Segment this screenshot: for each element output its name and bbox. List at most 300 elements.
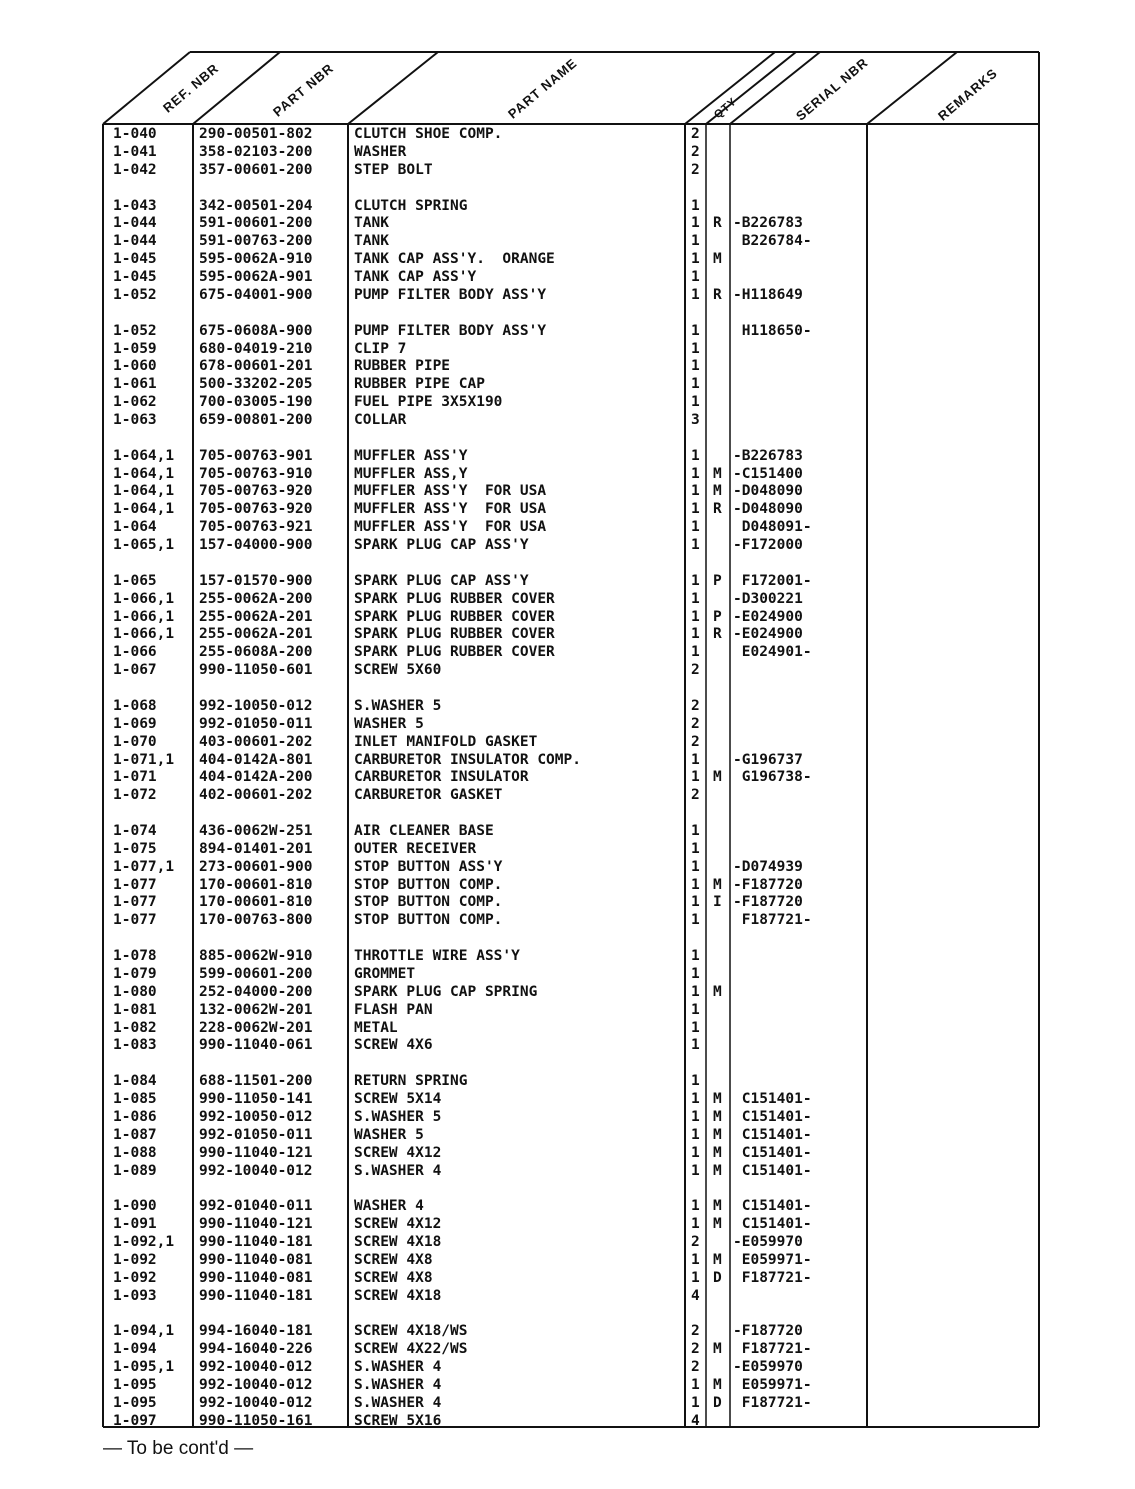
- serial-cell: -D074939: [733, 858, 803, 875]
- part-number-cell: 680-04019-210: [199, 340, 313, 357]
- ref-cell: 1-064: [113, 519, 157, 536]
- part-name-cell: SPARK PLUG RUBBER COVER: [354, 626, 555, 643]
- ref-cell: 1-072: [113, 787, 157, 804]
- code-cell: I: [713, 894, 722, 911]
- part-number-cell: 675-0608A-900: [199, 322, 313, 339]
- part-number-cell: 994-16040-181: [199, 1323, 313, 1340]
- code-cell: M: [713, 769, 722, 786]
- ref-cell: 1-052: [113, 286, 157, 303]
- qty-cell: 2: [691, 1341, 700, 1358]
- qty-cell: 1: [691, 447, 700, 464]
- part-name-cell: MUFFLER ASS'Y: [354, 447, 468, 464]
- ref-cell: 1-092: [113, 1251, 157, 1268]
- part-number-cell: 591-00763-200: [199, 233, 313, 250]
- code-cell: M: [713, 1144, 722, 1161]
- part-name-cell: FLASH PAN: [354, 1001, 433, 1018]
- part-number-cell: 705-00763-910: [199, 465, 313, 482]
- part-name-cell: WASHER: [354, 143, 407, 160]
- ref-cell: 1-071: [113, 769, 157, 786]
- qty-cell: 4: [691, 1287, 700, 1304]
- qty-cell: 1: [691, 1001, 700, 1018]
- qty-cell: 1: [691, 912, 700, 929]
- part-name-cell: COLLAR: [354, 411, 407, 428]
- serial-cell: -D048090: [733, 483, 803, 500]
- part-name-cell: SCREW 4X18: [354, 1234, 442, 1251]
- ref-cell: 1-094,1: [113, 1323, 175, 1340]
- ref-cell: 1-061: [113, 376, 157, 393]
- qty-cell: 1: [691, 1019, 700, 1036]
- serial-cell: F187721-: [733, 912, 812, 929]
- part-name-cell: SPARK PLUG CAP ASS'Y: [354, 572, 529, 589]
- part-name-cell: CLIP 7: [354, 340, 407, 357]
- ref-cell: 1-085: [113, 1091, 157, 1108]
- part-number-cell: 992-01040-011: [199, 1198, 313, 1215]
- code-cell: M: [713, 1126, 722, 1143]
- header-part-nbr: PART NBR: [270, 60, 337, 120]
- header-remarks: REMARKS: [935, 65, 1001, 124]
- part-number-cell: 700-03005-190: [199, 394, 313, 411]
- qty-cell: 1: [691, 644, 700, 661]
- part-number-cell: 992-10050-012: [199, 697, 313, 714]
- ref-cell: 1-092,1: [113, 1234, 175, 1251]
- part-number-cell: 290-00501-802: [199, 126, 313, 142]
- serial-cell: E059971-: [733, 1377, 812, 1393]
- serial-cell: -F187720: [733, 1323, 803, 1340]
- qty-cell: 1: [691, 769, 700, 786]
- part-number-cell: 705-00763-921: [199, 519, 313, 536]
- header-qty: QTY: [712, 95, 740, 122]
- serial-cell: -E059970: [733, 1359, 803, 1376]
- ref-cell: 1-045: [113, 268, 157, 285]
- code-cell: M: [713, 1251, 722, 1268]
- part-name-cell: RUBBER PIPE CAP: [354, 376, 485, 393]
- qty-cell: 2: [691, 161, 700, 178]
- part-name-cell: SPARK PLUG RUBBER COVER: [354, 608, 555, 625]
- qty-cell: 1: [691, 1126, 700, 1143]
- ref-cell: 1-083: [113, 1037, 157, 1054]
- part-number-cell: 990-11040-081: [199, 1251, 313, 1268]
- part-number-cell: 990-11040-121: [199, 1216, 313, 1233]
- qty-cell: 1: [691, 1269, 700, 1286]
- part-name-cell: CARBURETOR GASKET: [354, 787, 503, 804]
- serial-cell: -B226783: [733, 447, 803, 464]
- ref-cell: 1-044: [113, 215, 157, 232]
- serial-cell: -D300221: [733, 590, 803, 607]
- serial-cell: C151401-: [733, 1091, 812, 1108]
- ref-cell: 1-045: [113, 251, 157, 268]
- part-number-cell: 659-00801-200: [199, 411, 313, 428]
- ref-cell: 1-077: [113, 876, 157, 893]
- serial-cell: F172001-: [733, 572, 812, 589]
- part-name-cell: S.WASHER 4: [354, 1394, 442, 1411]
- part-name-cell: FUEL PIPE 3X5X190: [354, 394, 503, 411]
- ref-cell: 1-067: [113, 662, 157, 679]
- code-cell: R: [713, 626, 722, 643]
- code-cell: D: [713, 1394, 722, 1411]
- ref-cell: 1-077: [113, 912, 157, 929]
- qty-cell: 1: [691, 840, 700, 857]
- part-number-cell: 990-11040-081: [199, 1269, 313, 1286]
- qty-cell: 1: [691, 876, 700, 893]
- code-cell: R: [713, 215, 722, 232]
- continued-note: — To be cont'd —: [103, 1438, 254, 1459]
- ref-cell: 1-081: [113, 1001, 157, 1018]
- code-cell: M: [713, 1198, 722, 1215]
- part-name-cell: TANK: [354, 215, 389, 232]
- part-number-cell: 705-00763-920: [199, 483, 313, 500]
- part-number-cell: 990-11050-141: [199, 1091, 313, 1108]
- part-number-cell: 255-0608A-200: [199, 644, 313, 661]
- part-name-cell: CLUTCH SPRING: [354, 197, 468, 214]
- part-number-cell: 402-00601-202: [199, 787, 313, 804]
- qty-cell: 1: [691, 519, 700, 536]
- part-name-cell: MUFFLER ASS'Y FOR USA: [354, 519, 547, 536]
- serial-cell: -D048090: [733, 501, 803, 518]
- header-part-name: PART NAME: [505, 55, 580, 122]
- qty-cell: 1: [691, 465, 700, 482]
- part-number-cell: 992-10040-012: [199, 1377, 313, 1393]
- ref-cell: 1-064,1: [113, 501, 175, 518]
- part-name-cell: AIR CLEANER BASE: [354, 823, 494, 840]
- part-number-cell: 994-16040-226: [199, 1341, 313, 1358]
- part-number-cell: 705-00763-920: [199, 501, 313, 518]
- part-name-cell: PUMP FILTER BODY ASS'Y: [354, 322, 547, 339]
- part-number-cell: 688-11501-200: [199, 1073, 313, 1090]
- qty-cell: 1: [691, 197, 700, 214]
- part-name-cell: SPARK PLUG CAP ASS'Y: [354, 537, 529, 553]
- ref-cell: 1-097: [113, 1412, 157, 1429]
- qty-cell: 4: [691, 1412, 700, 1429]
- part-number-cell: 599-00601-200: [199, 966, 313, 982]
- part-name-cell: SPARK PLUG RUBBER COVER: [354, 590, 555, 607]
- ref-cell: 1-064,1: [113, 483, 175, 500]
- qty-cell: 2: [691, 1323, 700, 1340]
- ref-cell: 1-063: [113, 411, 157, 428]
- part-number-cell: 675-04001-900: [199, 286, 313, 303]
- part-number-cell: 170-00601-810: [199, 894, 313, 911]
- part-name-cell: MUFFLER ASS'Y FOR USA: [354, 501, 547, 518]
- serial-cell: -F187720: [733, 876, 803, 893]
- ref-cell: 1-066,1: [113, 608, 175, 625]
- code-cell: M: [713, 1162, 722, 1179]
- ref-cell: 1-095: [113, 1394, 157, 1411]
- serial-cell: C151401-: [733, 1162, 812, 1179]
- ref-cell: 1-042: [113, 161, 157, 178]
- part-number-cell: 678-00601-201: [199, 358, 313, 375]
- code-cell: D: [713, 1269, 722, 1286]
- ref-cell: 1-069: [113, 715, 157, 732]
- part-name-cell: SCREW 4X8: [354, 1269, 433, 1286]
- part-number-cell: 404-0142A-801: [199, 751, 313, 768]
- ref-cell: 1-095: [113, 1377, 157, 1393]
- qty-cell: 1: [691, 358, 700, 375]
- serial-cell: F187721-: [733, 1269, 812, 1286]
- part-number-cell: 990-11040-181: [199, 1234, 313, 1251]
- part-name-cell: WASHER 4: [354, 1198, 424, 1215]
- serial-cell: E024901-: [733, 644, 812, 661]
- qty-cell: 1: [691, 501, 700, 518]
- part-number-cell: 252-04000-200: [199, 983, 313, 1000]
- part-name-cell: SCREW 4X18: [354, 1287, 442, 1304]
- code-cell: M: [713, 1108, 722, 1125]
- qty-cell: 2: [691, 662, 700, 679]
- part-name-cell: TANK CAP ASS'Y: [354, 268, 477, 285]
- code-cell: M: [713, 483, 722, 500]
- code-cell: M: [713, 1091, 722, 1108]
- ref-cell: 1-071,1: [113, 751, 175, 768]
- ref-cell: 1-040: [113, 126, 157, 142]
- serial-cell: E059971-: [733, 1251, 812, 1268]
- part-name-cell: S.WASHER 4: [354, 1377, 442, 1393]
- qty-cell: 2: [691, 1359, 700, 1376]
- qty-cell: 1: [691, 966, 700, 982]
- qty-cell: 1: [691, 286, 700, 303]
- part-number-cell: 170-00601-810: [199, 876, 313, 893]
- ref-cell: 1-082: [113, 1019, 157, 1036]
- ref-cell: 1-077: [113, 894, 157, 911]
- ref-cell: 1-077,1: [113, 858, 175, 875]
- qty-cell: 3: [691, 411, 700, 428]
- qty-cell: 1: [691, 608, 700, 625]
- ref-cell: 1-041: [113, 143, 157, 160]
- ref-cell: 1-093: [113, 1287, 157, 1304]
- ref-cell: 1-088: [113, 1144, 157, 1161]
- qty-cell: 1: [691, 376, 700, 393]
- ref-cell: 1-068: [113, 697, 157, 714]
- code-cell: M: [713, 983, 722, 1000]
- part-number-cell: 255-0062A-201: [199, 626, 313, 643]
- part-number-cell: 992-10040-012: [199, 1359, 313, 1376]
- ref-cell: 1-090: [113, 1198, 157, 1215]
- serial-cell: G196738-: [733, 769, 812, 786]
- qty-cell: 2: [691, 143, 700, 160]
- part-number-cell: 255-0062A-200: [199, 590, 313, 607]
- ref-cell: 1-065: [113, 572, 157, 589]
- part-name-cell: SCREW 5X16: [354, 1412, 442, 1429]
- ref-cell: 1-062: [113, 394, 157, 411]
- part-number-cell: 992-10040-012: [199, 1162, 313, 1179]
- part-name-cell: STOP BUTTON ASS'Y: [354, 858, 503, 875]
- header-ref-nbr: REF. NBR: [160, 60, 222, 116]
- part-name-cell: RETURN SPRING: [354, 1073, 468, 1090]
- qty-cell: 1: [691, 1144, 700, 1161]
- part-name-cell: INLET MANIFOLD GASKET: [354, 733, 538, 750]
- serial-cell: -F187720: [733, 894, 803, 911]
- qty-cell: 1: [691, 394, 700, 411]
- serial-cell: C151401-: [733, 1108, 812, 1125]
- code-cell: M: [713, 1216, 722, 1233]
- qty-cell: 1: [691, 1073, 700, 1090]
- ref-cell: 1-080: [113, 983, 157, 1000]
- qty-cell: 1: [691, 1394, 700, 1411]
- part-number-cell: 403-00601-202: [199, 733, 313, 750]
- serial-cell: -C151400: [733, 465, 803, 482]
- qty-cell: 1: [691, 1216, 700, 1233]
- ref-cell: 1-052: [113, 322, 157, 339]
- part-name-cell: S.WASHER 5: [354, 1108, 442, 1125]
- part-name-cell: SCREW 5X14: [354, 1091, 442, 1108]
- qty-cell: 1: [691, 1377, 700, 1393]
- qty-cell: 1: [691, 983, 700, 1000]
- part-number-cell: 358-02103-200: [199, 143, 313, 160]
- part-name-cell: CARBURETOR INSULATOR COMP.: [354, 751, 581, 768]
- serial-cell: -G196737: [733, 751, 803, 768]
- part-name-cell: SCREW 4X12: [354, 1144, 442, 1161]
- ref-cell: 1-075: [113, 840, 157, 857]
- ref-cell: 1-066: [113, 644, 157, 661]
- ref-cell: 1-066,1: [113, 626, 175, 643]
- ref-cell: 1-084: [113, 1073, 157, 1090]
- part-name-cell: TANK: [354, 233, 389, 250]
- part-name-cell: SCREW 4X18/WS: [354, 1323, 468, 1340]
- qty-cell: 1: [691, 858, 700, 875]
- qty-cell: 2: [691, 126, 700, 142]
- qty-cell: 1: [691, 948, 700, 965]
- serial-cell: F187721-: [733, 1394, 812, 1411]
- code-cell: M: [713, 876, 722, 893]
- part-number-cell: 273-00601-900: [199, 858, 313, 875]
- ref-cell: 1-064,1: [113, 465, 175, 482]
- part-number-cell: 342-00501-204: [199, 197, 313, 214]
- serial-cell: F187721-: [733, 1341, 812, 1358]
- qty-cell: 1: [691, 823, 700, 840]
- qty-cell: 2: [691, 715, 700, 732]
- serial-cell: -E024900: [733, 626, 803, 643]
- ref-cell: 1-078: [113, 948, 157, 965]
- part-number-cell: 885-0062W-910: [199, 948, 313, 965]
- part-number-cell: 992-10040-012: [199, 1394, 313, 1411]
- part-number-cell: 228-0062W-201: [199, 1019, 313, 1036]
- part-number-cell: 992-01050-011: [199, 1126, 313, 1143]
- qty-cell: 1: [691, 590, 700, 607]
- part-number-cell: 436-0062W-251: [199, 823, 313, 840]
- part-name-cell: OUTER RECEIVER: [354, 840, 477, 857]
- header-serial-nbr: SERIAL NBR: [793, 54, 871, 124]
- part-number-cell: 990-11040-181: [199, 1287, 313, 1304]
- qty-cell: 1: [691, 251, 700, 268]
- part-number-cell: 591-00601-200: [199, 215, 313, 232]
- part-number-cell: 992-01050-011: [199, 715, 313, 732]
- serial-cell: -E059970: [733, 1234, 803, 1251]
- ref-cell: 1-070: [113, 733, 157, 750]
- code-cell: P: [713, 572, 722, 589]
- ref-cell: 1-094: [113, 1341, 157, 1358]
- part-number-cell: 705-00763-901: [199, 447, 313, 464]
- part-name-cell: TANK CAP ASS'Y. ORANGE: [354, 251, 555, 268]
- part-name-cell: SPARK PLUG RUBBER COVER: [354, 644, 555, 661]
- code-cell: P: [713, 608, 722, 625]
- code-cell: R: [713, 286, 722, 303]
- part-number-cell: 255-0062A-201: [199, 608, 313, 625]
- ref-cell: 1-092: [113, 1269, 157, 1286]
- part-name-cell: SPARK PLUG CAP SPRING: [354, 983, 538, 1000]
- qty-cell: 2: [691, 787, 700, 804]
- qty-cell: 1: [691, 572, 700, 589]
- qty-cell: 1: [691, 751, 700, 768]
- part-name-cell: PUMP FILTER BODY ASS'Y: [354, 286, 547, 303]
- qty-cell: 1: [691, 1251, 700, 1268]
- ref-cell: 1-064,1: [113, 447, 175, 464]
- part-number-cell: 595-0062A-910: [199, 251, 313, 268]
- part-name-cell: S.WASHER 5: [354, 697, 442, 714]
- qty-cell: 1: [691, 215, 700, 232]
- part-name-cell: SCREW 4X22/WS: [354, 1341, 468, 1358]
- part-number-cell: 990-11040-121: [199, 1144, 313, 1161]
- part-name-cell: STEP BOLT: [354, 161, 433, 178]
- part-number-cell: 404-0142A-200: [199, 769, 313, 786]
- part-name-cell: MUFFLER ASS,Y: [354, 465, 468, 482]
- part-name-cell: METAL: [354, 1019, 398, 1036]
- part-number-cell: 990-11050-161: [199, 1412, 313, 1429]
- part-number-cell: 990-11050-601: [199, 662, 313, 679]
- qty-cell: 1: [691, 1162, 700, 1179]
- qty-cell: 2: [691, 1234, 700, 1251]
- ref-cell: 1-095,1: [113, 1359, 175, 1376]
- qty-cell: 1: [691, 340, 700, 357]
- part-name-cell: CLUTCH SHOE COMP.: [354, 126, 503, 142]
- ref-cell: 1-066,1: [113, 590, 175, 607]
- part-name-cell: S.WASHER 4: [354, 1162, 442, 1179]
- ref-cell: 1-074: [113, 823, 157, 840]
- ref-cell: 1-060: [113, 358, 157, 375]
- ref-cell: 1-065,1: [113, 537, 175, 553]
- part-name-cell: SCREW 4X8: [354, 1251, 433, 1268]
- part-number-cell: 990-11040-061: [199, 1037, 313, 1054]
- code-cell: M: [713, 251, 722, 268]
- qty-cell: 1: [691, 1198, 700, 1215]
- ref-cell: 1-087: [113, 1126, 157, 1143]
- part-number-cell: 132-0062W-201: [199, 1001, 313, 1018]
- ref-cell: 1-043: [113, 197, 157, 214]
- part-number-cell: 894-01401-201: [199, 840, 313, 857]
- qty-cell: 1: [691, 322, 700, 339]
- qty-cell: 1: [691, 626, 700, 643]
- ref-cell: 1-086: [113, 1108, 157, 1125]
- serial-cell: D048091-: [733, 519, 812, 536]
- code-cell: M: [713, 465, 722, 482]
- qty-cell: 1: [691, 233, 700, 250]
- part-name-cell: SCREW 5X60: [354, 662, 442, 679]
- serial-cell: -H118649: [733, 286, 803, 303]
- qty-cell: 2: [691, 733, 700, 750]
- qty-cell: 1: [691, 1037, 700, 1054]
- part-name-cell: GROMMET: [354, 966, 416, 982]
- qty-cell: 1: [691, 894, 700, 911]
- part-name-cell: STOP BUTTON COMP.: [354, 876, 503, 893]
- code-cell: M: [713, 1341, 722, 1358]
- part-number-cell: 157-04000-900: [199, 537, 313, 553]
- serial-cell: B226784-: [733, 233, 812, 250]
- part-name-cell: WASHER 5: [354, 1126, 424, 1143]
- part-name-cell: STOP BUTTON COMP.: [354, 912, 503, 929]
- ref-cell: 1-044: [113, 233, 157, 250]
- code-cell: R: [713, 501, 722, 518]
- part-name-cell: THROTTLE WIRE ASS'Y: [354, 948, 520, 965]
- qty-cell: 1: [691, 483, 700, 500]
- qty-cell: 2: [691, 697, 700, 714]
- ref-cell: 1-089: [113, 1162, 157, 1179]
- part-name-cell: STOP BUTTON COMP.: [354, 894, 503, 911]
- part-number-cell: 157-01570-900: [199, 572, 313, 589]
- serial-cell: C151401-: [733, 1216, 812, 1233]
- part-number-cell: 170-00763-800: [199, 912, 313, 929]
- ref-cell: 1-079: [113, 966, 157, 982]
- ref-cell: 1-091: [113, 1216, 157, 1233]
- part-number-cell: 500-33202-205: [199, 376, 313, 393]
- part-name-cell: SCREW 4X6: [354, 1037, 433, 1054]
- part-name-cell: SCREW 4X12: [354, 1216, 442, 1233]
- part-name-cell: MUFFLER ASS'Y FOR USA: [354, 483, 547, 500]
